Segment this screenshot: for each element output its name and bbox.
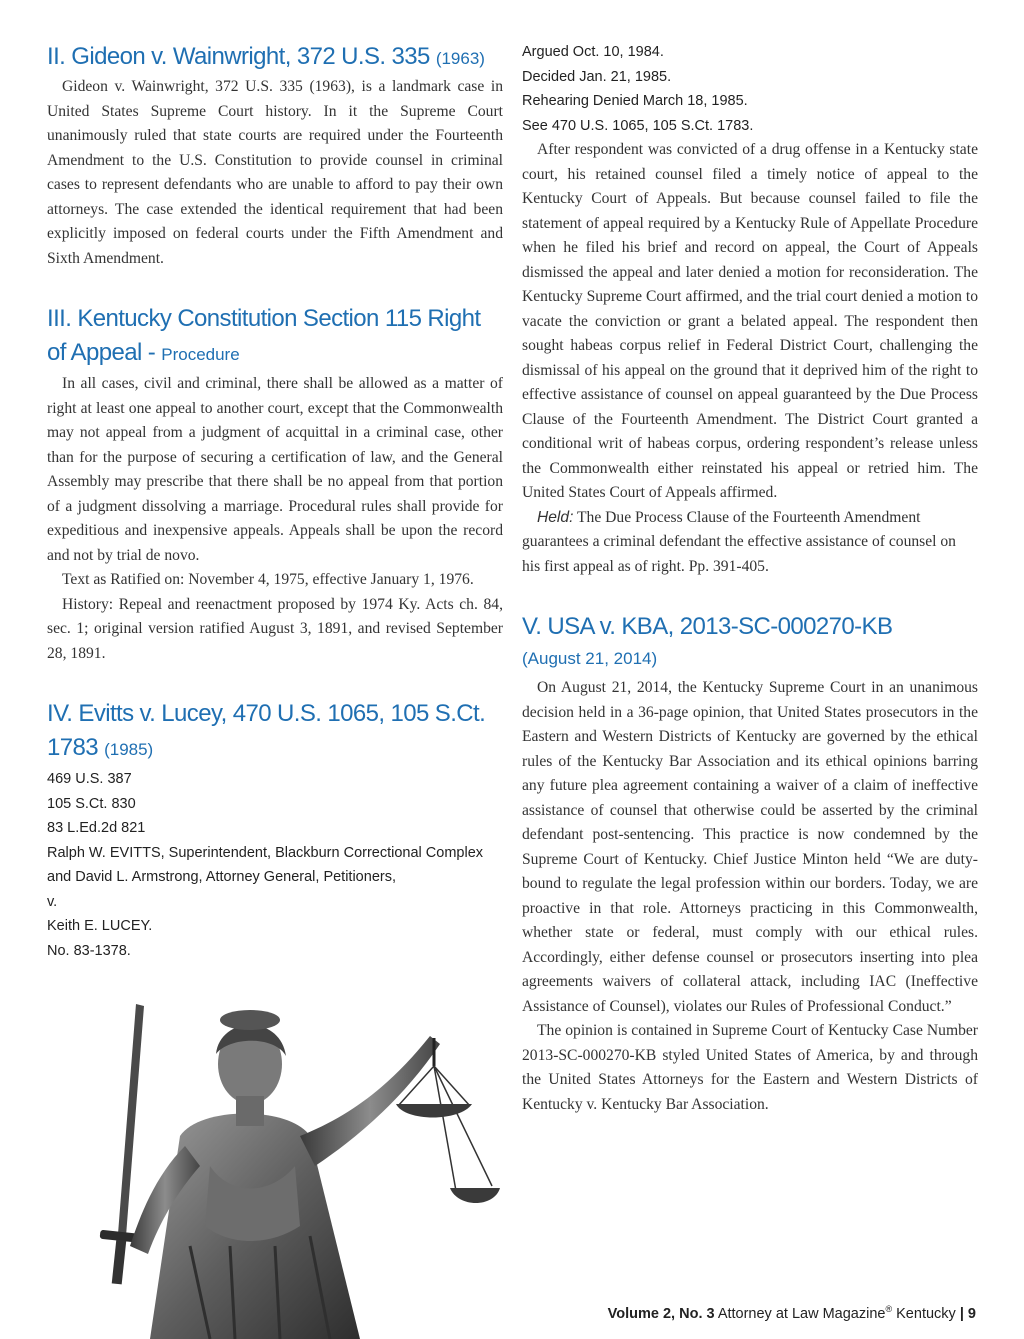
parties-line: Ralph W. EVITTS, Superintendent, Blackburn Correctional Complex and David L. Armstrong, Attorney General, Petitioners, xyxy=(47,844,484,885)
versus-line: v. xyxy=(47,893,58,910)
section-3-heading: III. Kentucky Constitution Section 115 Right of Appeal - Procedure xyxy=(47,305,481,366)
lady-justice-statue-image xyxy=(60,996,530,1339)
statue-crown xyxy=(220,1010,280,1030)
statue-raised-arm xyxy=(300,1036,440,1166)
see-citation: See 470 U.S. 1065, 105 S.Ct. 1783. xyxy=(522,117,754,134)
section-5-date: (August 21, 2014) xyxy=(522,649,658,668)
page-number: 9 xyxy=(967,1305,976,1322)
evitts-summary-paragraph: After respondent was convicted of a drug offense in a Kentucky state court, his retained counsel filed a timely notice of appeal to the Kentucky Court of Appeals. But because counsel failed to file the statement of appeal required by a Kentucky Rule of Appellate Procedure when he filed his brief and record on appeal, the Court of Appeals dismissed the appeal and later denied a motion for reconsideration. The Kentucky Supreme Court affirmed, and the trial court denied a motion to vacate the conviction or grant a belated appeal. The respondent then sought habeas corpus relief in Federal District Court, challenging the dismissal of his appeal on the ground that it deprived him of the right to effective assistance of counsel on appeal guaranteed by the Due Process Clause of the Fourteenth Amendment. The District Court granted a conditional writ of habeas corpus, ordering respondent’s release unless the Commonwealth either reinstated his appeal or retried him. The United States Court of Appeals affirmed. xyxy=(522,141,978,501)
kba-paragraph: On August 21, 2014, the Kentucky Supreme Court in an unanimous decision held in a 36-page opinion, that United States prosecutors in the Eastern and Western Districts of Kentucky are governed by the ethical rules of the Kentucky Bar Association and its ethical opinions barring any future plea agreement containing a waiver of a claim of ineffective assistance of counsel that otherwise could be asserted by the criminal defendant post-sentencing. This practice is now condemned by the Supreme Court of Kentucky. Chief Justice Minton held “We are duty-bound to regulate the legal profession within our borders. Today, we are proactive in that role. Attorneys practicing in this Commonwealth, whether state or federal, must comply with our ethical rules. Accordingly, either defense counsel or prosecutors inserting into plea agreements waivers of collateral attack, including IAC (Ineffective Assistance of Counsel), violates our Rules of Professional Conduct.” xyxy=(522,679,978,1015)
section-2-heading: II. Gideon v. Wainwright, 372 U.S. 335 (1963) xyxy=(47,43,485,70)
held-label: Held: xyxy=(537,508,574,526)
scale-pan-lower xyxy=(450,1188,500,1203)
state-name: Kentucky xyxy=(896,1305,956,1322)
held-paragraph: Held: The Due Process Clause of the Fourteenth Amendment guarantees a criminal defendant the effective assistance of counsel on his first appeal as of right. Pp. 391-405. xyxy=(522,508,956,575)
sword-blade xyxy=(118,1004,144,1236)
opinion-paragraph: The opinion is contained in Supreme Court of Kentucky Case Number 2013-SC-000270-KB styled United States of America, by and through the United States Attorneys for the Eastern and Western Districts of Kentucky v. Kentucky Bar Association. xyxy=(522,1022,978,1113)
ratified-text: Text as Ratified on: November 4, 1975, effective January 1, 1976. xyxy=(62,571,474,588)
section-3-paragraph: In all cases, civil and criminal, there shall be allowed as a matter of right at least one appeal to another court, except that the Commonwealth may not appeal from a judgment of acquittal in a criminal case, other than for the purpose of securing a certification of law, and the General Assembly may prescribe that there shall be no appeal from that portion of a judgment dissolving a marriage. Procedural rules shall provide for expeditious and inexpensive appeals. Appeals shall be upon the record and not by trial de novo. xyxy=(47,375,503,564)
section-5-heading: V. USA v. KBA, 2013-SC-000270-KB xyxy=(522,613,893,640)
decided-date: Decided Jan. 21, 1985. xyxy=(522,68,672,85)
respondent-line: Keith E. LUCEY. xyxy=(47,918,153,934)
section-4-heading: IV. Evitts v. Lucey, 470 U.S. 1065, 105 S.Ct. 1783 (1985) xyxy=(47,700,486,761)
citation-line: 105 S.Ct. 830 xyxy=(47,795,136,812)
case-dates-block xyxy=(522,40,978,138)
page-footer: Volume 2, No. 3 Attorney at Law Magazine® Kentucky | 9 xyxy=(607,1304,976,1322)
section-2-paragraph: Gideon v. Wainwright, 372 U.S. 335 (1963), is a landmark case in United States Supreme Court history. In it the Supreme Court unanimously ruled that state courts are required under the Fourteenth Amendment to the U.S. Constitution to provide counsel in criminal cases to represent defendants who are unable to afford to pay their own attorneys. The case extended the identical requirement that had been explicitly imposed on federal courts under the Fifth Amendment and Sixth Amendment. xyxy=(47,78,503,267)
history-text: History: Repeal and reenactment proposed by 1974 Ky. Acts ch. 84, sec. 1; original version ratified August 3, 1891, and revised September 28, 1891. xyxy=(47,595,503,662)
citation-line: 469 U.S. 387 xyxy=(47,771,132,787)
case-citation-block xyxy=(47,767,503,963)
magazine-name: Attorney at Law Magazine xyxy=(717,1305,886,1322)
footer-separator: | xyxy=(959,1305,964,1322)
scale-pan-upper xyxy=(396,1104,472,1118)
right-column xyxy=(522,40,978,1117)
left-column xyxy=(47,0,503,963)
volume-label: Volume 2, No. 3 xyxy=(607,1305,715,1322)
argued-date: Argued Oct. 10, 1984. xyxy=(522,44,664,60)
sword-hilt xyxy=(112,1240,127,1285)
rehearing-date: Rehearing Denied March 18, 1985. xyxy=(522,93,748,109)
citation-line: 83 L.Ed.2d 821 xyxy=(47,820,146,836)
docket-number: No. 83-1378. xyxy=(47,942,131,959)
